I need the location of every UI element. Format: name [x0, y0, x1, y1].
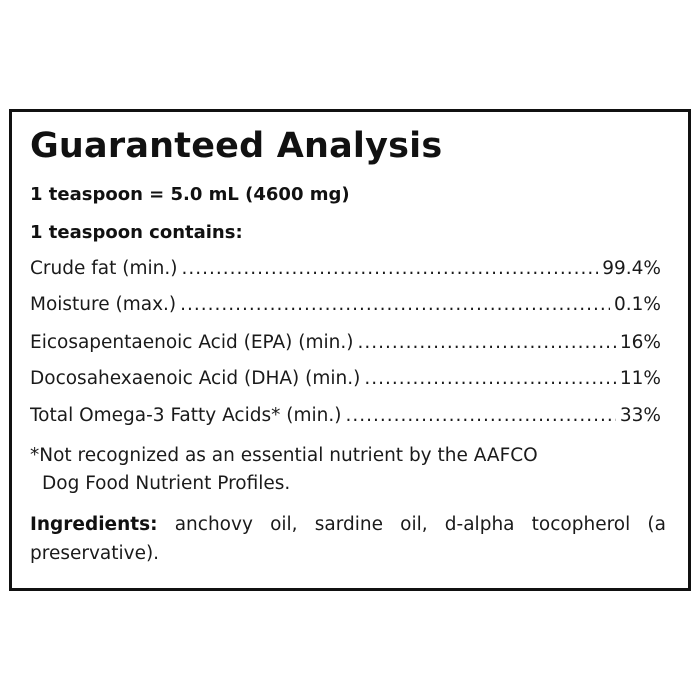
analysis-row-epa [30, 332, 661, 362]
footnote-line-2: Dog Food Nutrient Profiles. [42, 473, 291, 494]
guaranteed-analysis-panel [9, 109, 691, 591]
row-label: Eicosapentaenoic Acid (EPA) (min.) [30, 332, 354, 353]
row-value: 16% [619, 332, 661, 353]
row-label: Moisture (max.) [30, 294, 177, 315]
contains-heading: 1 teaspoon contains: [30, 222, 243, 243]
dot-leader [364, 368, 616, 389]
analysis-row-dha [30, 368, 661, 398]
serving-size: 1 teaspoon = 5.0 mL (4600 mg) [30, 184, 350, 205]
analysis-row-omega-3 [30, 405, 661, 435]
footnote-line-1: *Not recognized as an essential nutrient by the AAFCO [30, 445, 538, 466]
ingredients-label: Ingredients: [30, 514, 158, 535]
dot-leader [357, 332, 615, 353]
row-value: 11% [619, 368, 661, 389]
analysis-row-moisture [30, 294, 661, 324]
dot-leader [181, 258, 598, 279]
row-label: Docosahexaenoic Acid (DHA) (min.) [30, 368, 361, 389]
footnote [30, 442, 670, 498]
row-label: Crude fat (min.) [30, 258, 178, 279]
row-value: 99.4% [602, 258, 661, 279]
row-value: 33% [619, 405, 661, 426]
ingredients-text: anchovy oil, sardine oil, d-alpha tocopherol (a preservative). [30, 514, 666, 564]
panel-title: Guaranteed Analysis [30, 126, 443, 166]
row-value: 0.1% [614, 294, 661, 315]
dot-leader [345, 405, 615, 426]
ingredients [30, 510, 666, 568]
row-label: Total Omega-3 Fatty Acids* (min.) [30, 405, 342, 426]
analysis-row-crude-fat [30, 258, 661, 288]
dot-leader [180, 294, 610, 315]
